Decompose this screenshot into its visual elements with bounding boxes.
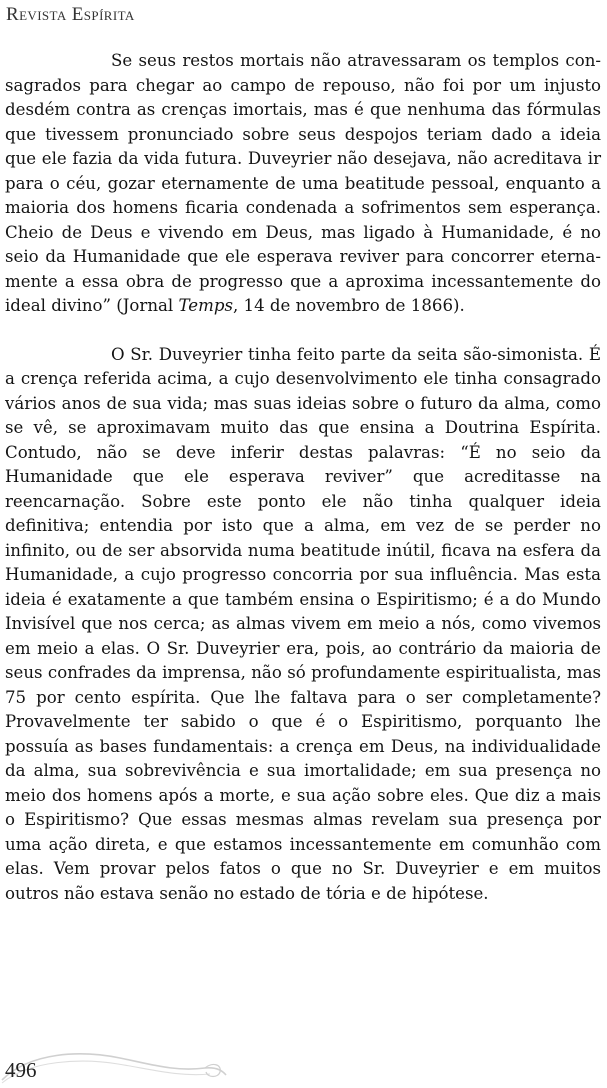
- paragraph-1-text-after-italic: , 14 de novembro de 1866).: [232, 296, 465, 315]
- paragraph-1: [5, 49, 601, 319]
- running-header: Revista Espírita: [6, 4, 135, 25]
- paragraph-1-text-before-italic: Se seus restos mortais não atravessaram os templos consagrados para chegar ao campo de repouso, não foi por um injusto desdém contra as crenças imortais, mas é que nenhuma das fórmulas que tivessem pronunciado sobre seus despojos teriam dado a ideia que ele fazia da vida futura. Duveyrier não desejava, não acreditava ir para o céu, gozar eternamente de uma beatitude pessoal, enquanto a maioria dos homens ficaria condenada a sofrimentos sem esperança. Cheio de Deus e vivendo em Deus, mas ligado à Humanidade, é no seio da Humanidade que ele esperava reviver para concorrer eternamente a essa obra de progresso que a aproxima incessantemente do ideal divino” (Jornal: [5, 51, 601, 315]
- page-number: 496: [5, 1058, 37, 1082]
- paragraph-1-italic-title: Temps: [178, 296, 233, 315]
- body-text: [5, 49, 601, 906]
- paragraph-2: O Sr. Duveyrier tinha feito parte da seita são-simonista. É a crença referida acima, a cujo desenvolvimento ele tinha consagrado vários anos de sua vida; mas suas ideias sobre o futuro da alma, como se vê, se aproximavam muito das que ensina a Doutrina Espírita. Contudo, não se deve inferir destas palavras: “É no seio da Humanidade que ele esperava reviver” que acreditasse na reencarnação. Sobre este ponto ele não tinha qualquer ideia definitiva; entendia por isto que a alma, em vez de se perder no infinito, ou de ser absorvida numa beatitude inútil, ficava na esfera da Humanidade, a cujo progresso concorria por sua influência. Mas esta ideia é exatamente a que também ensina o Espiritismo; é a do Mundo Invisível que nos cerca; as almas vivem em meio a nós, como vivemos em meio a elas. O Sr. Duveyrier era, pois, ao contrário da maioria de seus confrades da imprensa, não só profundamente espiritualista, mas 75 por cento espírita. Que lhe faltava para o ser completamente? Provavelmente ter sabido o que é o Espiritismo, porquanto lhe possuía as bases fundamentais: a crença em Deus, na individualidade da alma, sua sobrevivência e sua imortalidade; em sua presença no meio dos homens após a morte, e sua ação sobre eles. Que diz a mais o Espiritismo? Que essas mesmas almas revelam sua presença por uma ação direta, e que estamos incessantemente em comunhão com elas. Vem provar pelos fatos o que no Sr. Duveyrier e em muitos outros não estava senão no estado de tória e de hipótese.: [5, 344, 601, 903]
